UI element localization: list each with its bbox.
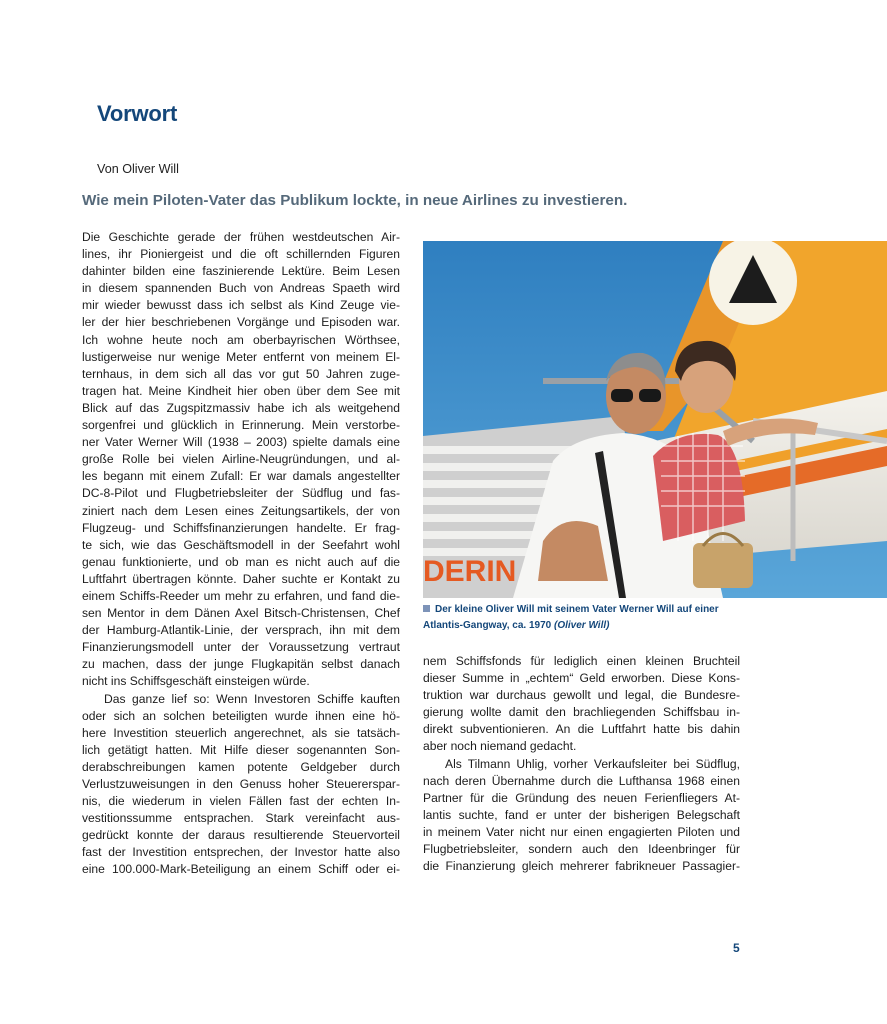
gangway-photo <box>423 241 887 598</box>
text-line: Flugzeug- und Schiffsfinanzierungen handelte. Er frag- <box>82 520 400 535</box>
text-line: sorgenfrei und glücklich in Erinnerung. Mein verstorbe- <box>82 418 400 433</box>
text-line: Luftfahrt übertragen könnte. Daher suchte er Kontakt zu <box>82 571 400 586</box>
text-line: lines, ihr Pioniergeist und die oft schillernden Figuren <box>82 247 400 262</box>
text-line: gierung wollte damit den brachliegenden Schiffsbau in- <box>423 705 740 720</box>
text-line: DC-8-Pilot und Flugbetriebsleiter der Südflug und fas- <box>82 486 400 501</box>
text-line: Finanzierungsmodell unter der Voraussetzung vertraut <box>82 640 400 655</box>
text-line: lantis suchte, fand er unter der bisherigen Belegschaft <box>423 807 740 822</box>
author-line: Von Oliver Will <box>97 162 179 176</box>
text-line: die Finanzierung gleich mehrerer fabrikneuer Passagier- <box>423 859 740 874</box>
text-line: fast der Investition entsprechen, der Investor hatte also <box>82 845 400 860</box>
text-line: Ich wohne heute noch am oberbayrischen Wörthsee, <box>82 332 400 347</box>
text-line: te sich, wie das Geschäftsmodell in der Seefahrt wohl <box>82 537 400 552</box>
text-line: eine 100.000-Mark-Beteiligung an einem Schiff oder ei- <box>82 862 400 877</box>
text-line: ternhaus, in dem sich all das vor gut 50 Jahren zuge- <box>82 366 400 381</box>
text-line: Das ganze lief so: Wenn Investoren Schiffe kauften <box>104 691 400 706</box>
text-line: der Hamburg-Atlantik-Linie, der versprach, ihn mit dem <box>82 623 400 638</box>
text-line: Verlustzuweisungen in den Genuss hoher Steuererspar- <box>82 777 400 791</box>
text-line: Blick auf das Zugspitzmassiv habe ich als weitgehend <box>82 400 400 415</box>
text-line: les begann mit einem Zufall: Er war damals angestellter <box>82 469 400 484</box>
right-text-column <box>423 653 740 875</box>
text-line: tragen hat. Meine Kindheit hier oben über dem See mit <box>82 383 400 398</box>
caption-line-1: Der kleine Oliver Will mit seinem Vater Werner Will auf einer <box>435 604 719 615</box>
text-line: gedrückt konnte der daraus resultierende Steuervorteil <box>82 828 400 843</box>
text-line: oder sich an solchen beteiligten wurde ihnen eine hö- <box>82 708 400 723</box>
text-line: ziniert nach dem Lesen eines Zeitungsartikels, der von <box>82 503 400 518</box>
text-line: genau funktionierte, und ob man es nicht auch auf die <box>82 554 400 569</box>
text-line: vestitionssumme entsprachen. Stark vereinfacht aus- <box>82 811 400 826</box>
text-line: aber noch niemand gedacht. <box>423 739 577 754</box>
text-line: lich getätigt hatten. Mit Hilfe dieser sogenannten Son- <box>82 742 400 757</box>
text-line: nicht ins Schiffsgeschäft einsteigen würde. <box>82 674 310 689</box>
text-line: Partner für die Gründung des neuen Ferienfliegers At- <box>423 790 740 805</box>
text-line: in diesem spannenden Buch von Andreas Spaeth wird <box>82 281 400 296</box>
text-line: in meinem Vater nicht nur einen engagierten Piloten und <box>423 824 740 839</box>
text-line: here Investition steuerlich angerechnet, als sie tatsäch- <box>82 725 400 740</box>
text-line: direkt subventionieren. An die Luftfahrt hatte bis dahin <box>423 722 740 737</box>
text-line: Die Geschichte gerade der frühen westdeutschen Air- <box>82 230 400 244</box>
text-line: nem Schiffsfonds für lediglich einen kleinen Bruchteil <box>423 654 740 668</box>
text-line: sen Mentor in dem Dänen Axel Bitsch-Christensen, Chef <box>82 606 400 621</box>
text-line: lustigerweise nur wenige Meter entfernt von meinem El- <box>82 349 400 364</box>
caption-credit: (Oliver Will) <box>553 620 610 631</box>
text-line: Flugbetriebsleiter, sondern auch den Ideenbringer für <box>423 842 740 857</box>
page-title: Vorwort <box>97 101 178 126</box>
figure-caption <box>423 602 743 634</box>
left-text-column <box>82 229 400 879</box>
text-line: nis, die wiederum in vielen Fällen fast der echten In- <box>82 794 400 809</box>
text-line: dieser Summe in „echtem“ Geld erworben. Diese Kons- <box>423 671 740 686</box>
text-line: einem Schiffs-Reeder um mehr zu erfahren, und fand die- <box>82 588 400 603</box>
text-line: derabschreibungen kamen potente Geldgeber durch <box>82 759 400 774</box>
caption-marker <box>423 605 430 612</box>
text-line: Als Tilmann Uhlig, vorher Verkaufsleiter bei Südflug, <box>445 756 740 771</box>
text-line: mir wieder bewusst dass ich selbst als Kind Zeuge vie- <box>82 298 400 313</box>
text-line: dahinter bilden eine faszinierende Lektüre. Beim Lesen <box>82 264 400 279</box>
text-line: große Rolle bei vielen Airline-Neugründungen, und al- <box>82 452 400 467</box>
text-line: ner Vater Werner Will (1938 – 2003) spielte damals eine <box>82 435 400 450</box>
fuselage-lettering: DERIN <box>423 555 517 588</box>
subtitle: Wie mein Piloten-Vater das Publikum lockte, in neue Airlines zu investieren. <box>82 192 628 209</box>
caption-line-2: Atlantis-Gangway, ca. 1970 <box>423 620 552 631</box>
text-line: nach deren Übernahme durch die Lufthansa 1968 einen <box>423 773 740 788</box>
page-number: 5 <box>733 941 740 955</box>
text-line: ler der hier beschriebenen Vorgänge und Episoden war. <box>82 315 400 330</box>
text-line: truktion war durchaus gewollt und legal, die Bundesre- <box>423 688 740 703</box>
text-line: zu machen, dass der junge Flugkapitän selbst danach <box>82 657 400 672</box>
